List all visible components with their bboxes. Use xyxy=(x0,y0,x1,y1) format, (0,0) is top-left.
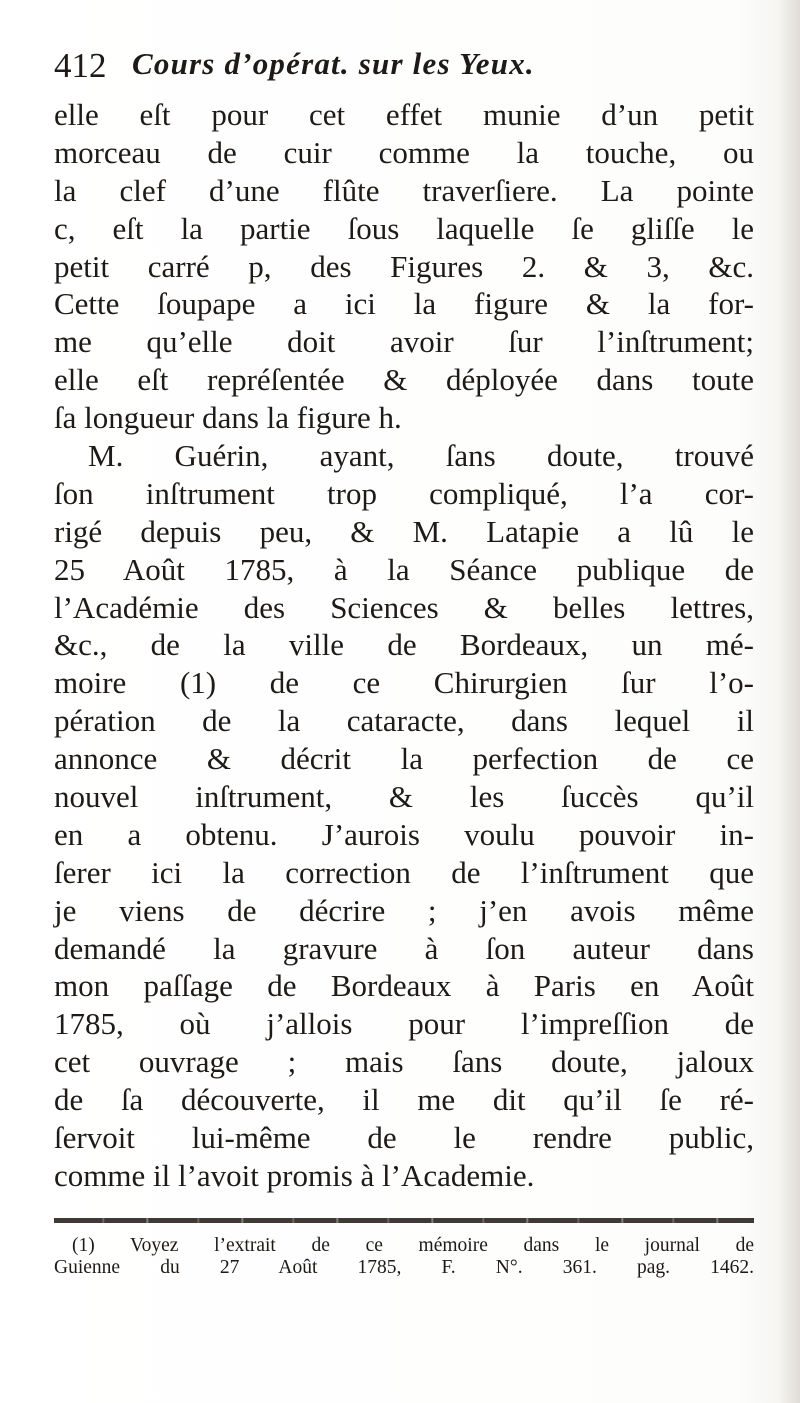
footnote-rule xyxy=(54,1218,754,1223)
text-line: Cette ſoupape a ici la figure & la for- xyxy=(54,286,754,322)
text-line: annonce & décrit la perfection de ce xyxy=(54,741,754,777)
page-edge-shadow xyxy=(778,0,800,1403)
text-line: ſa longueur dans la figure h. xyxy=(54,400,402,436)
text-line: je viens de décrire ; j’en avois même xyxy=(54,892,754,928)
text-line: pération de la cataracte, dans lequel il xyxy=(54,703,754,739)
text-line: la clef d’une flûte traverſiere. La pointe xyxy=(54,172,754,208)
text-line: ſervoit lui-même de le rendre public, xyxy=(54,1120,754,1156)
text-line: M. Guérin, ayant, ſans doute, trouvé xyxy=(88,438,754,474)
text-line: de ſa découverte, il me dit qu’il ſe ré- xyxy=(54,1082,754,1118)
text-line: moire (1) de ce Chirurgien ſur l’o- xyxy=(54,665,754,701)
text-line: nouvel inſtrument, & les ſuccès qu’il xyxy=(54,779,754,815)
footnote xyxy=(54,1235,754,1279)
text-line: l’Académie des Sciences & belles lettres, xyxy=(54,589,754,625)
body-text xyxy=(54,96,754,1195)
page-number: 412 xyxy=(54,46,107,85)
text-line: petit carré p, des Figures 2. & 3, &c. xyxy=(54,248,754,284)
text-line: cet ouvrage ; mais ſans doute, jaloux xyxy=(54,1044,754,1080)
text-line: c, eſt la partie ſous laquelle ſe gliſſe le xyxy=(54,210,754,246)
text-line: ſerer ici la correction de l’inſtrument que xyxy=(54,854,754,890)
footnote-line: Guienne du 27 Août 1785, F. N°. 361. pag. 1462. xyxy=(54,1257,754,1278)
text-line: &c., de la ville de Bordeaux, un mé- xyxy=(54,627,754,663)
running-title: Cours d’opérat. sur les Yeux. xyxy=(132,46,535,81)
text-line: 1785, où j’allois pour l’impreſſion de xyxy=(54,1006,754,1042)
footnote-line: (1) Voyez l’extrait de ce mémoire dans le journal de xyxy=(72,1235,754,1256)
text-line: ſon inſtrument trop compliqué, l’a cor- xyxy=(54,475,754,511)
text-line: mon paſſage de Bordeaux à Paris en Août xyxy=(54,968,754,1004)
text-line: elle eſt pour cet effet munie d’un petit xyxy=(54,97,754,132)
text-line: morceau de cuir comme la touche, ou xyxy=(54,134,754,170)
text-line: en a obtenu. J’aurois voulu pouvoir in- xyxy=(54,816,754,852)
running-head xyxy=(54,44,754,94)
text-line: 25 Août 1785, à la Séance publique de xyxy=(54,551,754,587)
text-line: elle eſt repréſentée & déployée dans toute xyxy=(54,362,754,398)
text-line: me qu’elle doit avoir ſur l’inſtrument; xyxy=(54,324,754,360)
text-line: demandé la gravure à ſon auteur dans xyxy=(54,930,754,966)
text-line: comme il l’avoit promis à l’Academie. xyxy=(54,1157,535,1193)
text-line: rigé depuis peu, & M. Latapie a lû le xyxy=(54,513,754,549)
